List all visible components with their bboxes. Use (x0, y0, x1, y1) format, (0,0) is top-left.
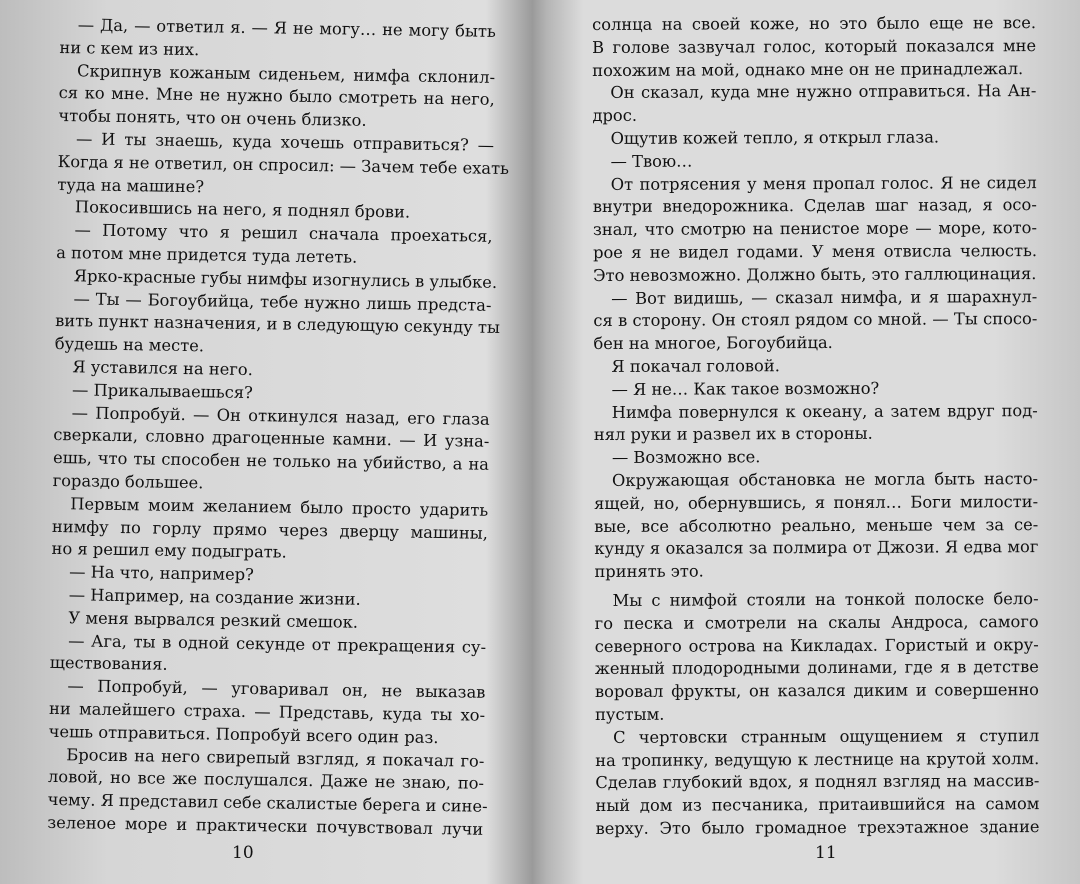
text-line: ни малейшего страха. — Представь, куда ты хо- (48, 698, 486, 725)
text-line: вить пункт назначения, и в следующую секунду ты (55, 311, 501, 338)
text-line: С чертовски странным ощущением я ступил (613, 725, 1040, 747)
text-line: — Вот видишь, — сказал нимфа, и я шарахнул- (611, 286, 1038, 308)
right-page-number: 11 (815, 843, 837, 863)
text-line: гораздо большее. (52, 470, 204, 493)
text-line: У меня вырвался резкий смешок. (68, 607, 359, 632)
text-line: похожим на мой, однако мне он не принадлежал. (592, 58, 1024, 80)
text-line: вые, все абсолютно реально, меньше чем за се- (594, 514, 1039, 536)
left-page-number: 10 (232, 843, 254, 863)
text-line: Мы с нимфой стояли на тонкой полоске бело- (612, 588, 1039, 610)
text-line: — И ты знаешь, куда хочешь отправиться? — (75, 129, 495, 155)
text-line: солнца на своей коже, но это было еще не все. (592, 13, 1037, 34)
text-line: Сделав глубокий вдох, я поднял взгляд на массив- (595, 771, 1040, 793)
text-line: Скрипнув кожаным сиденьем, нимфа склонил- (76, 60, 496, 87)
text-line: ловой, но все же послушался. Даже не знаю, по- (47, 767, 485, 794)
text-line: пустым. (595, 704, 665, 724)
text-line: чешь отправиться. Попробуй всего один раз. (48, 721, 439, 747)
text-line: — Попробуй, — уговаривал он, не выказав (67, 676, 486, 702)
text-line: будешь на месте. (54, 334, 205, 356)
text-line: — Ты — Богоубийца, тебе нужно лишь предста- (73, 288, 492, 315)
text-line: Я уставился на него. (72, 357, 253, 380)
left-page-text (47, 14, 510, 841)
text-line: Первым моим желанием было просто ударить (70, 493, 489, 520)
text-line: — Твою… (610, 151, 693, 171)
text-line: знал, что смотрю на пенистое море — море, кото- (592, 218, 1037, 240)
text-line: принять это. (594, 561, 704, 582)
text-line: ный дом из песчаника, притаившийся на самом (595, 794, 1040, 816)
text-line: дрос. (592, 105, 638, 126)
text-line: нимфу по горлу прямо через дверцу машины, (51, 516, 489, 543)
text-line: Он сказал, куда мне нужно отправиться. На Ан- (610, 81, 1037, 103)
text-line: сверкали, словно драгоценные камни. — И узна- (53, 425, 490, 452)
text-line: — Попробуй. — Он откинулся назад, его глаза (71, 402, 490, 429)
text-line: чтобы понять, что он очень близко. (58, 106, 367, 131)
text-line: Я покачал головой. (611, 356, 780, 376)
text-line: Это невозможно. Должно быть, это галлюцинация. (593, 263, 1037, 285)
text-line: ешь, что ты способен не только на убийство, а на (52, 448, 490, 474)
text-line: — Возможно все. (611, 447, 761, 468)
text-line: зеленое море и практически почувствовал лучи (47, 812, 484, 839)
right-page (540, 0, 1080, 884)
text-line: — Прикалываешься? (71, 379, 253, 402)
text-line: ществования. (49, 653, 168, 675)
text-line: рое я не видел годами. У меня отвисла челюсть. (592, 241, 1038, 262)
text-line: бен на многое, Богоубийца. (593, 333, 833, 354)
text-line: — Ага, ты в одной секунде от прекращения су- (68, 630, 487, 657)
text-line: ни с кем из них. (59, 37, 200, 59)
text-line: ящей, но, обернувшись, я понял… Боги милости- (594, 491, 1039, 513)
text-line: нял руки и развел их в стороны. (593, 424, 873, 445)
text-line: чему. Я представил себе скалистые берега и сине- (47, 789, 488, 816)
text-line: — Например, на создание жизни. (68, 585, 361, 609)
text-line: а потом мне придется туда лететь. (56, 242, 358, 267)
right-page-text (592, 12, 1040, 841)
text-line: Ощутив кожей тепло, я открыл глаза. (610, 127, 940, 148)
text-line: Покосившись на него, я поднял брови. (74, 197, 411, 222)
text-line: Нимфа повернулся к океану, а затем вдруг под- (611, 400, 1038, 422)
text-line: кунду я оказался за полмира от Джози. Я едва мог (594, 537, 1039, 559)
text-line: на тропинку, ведущую к лестнице на крутой холм. (595, 748, 1040, 770)
text-line: — На что, например? (69, 562, 254, 585)
text-line: — Я не… Как такое возможно? (611, 378, 880, 399)
text-line: внутри внедорожника. Сделав шаг назад, я осо- (592, 195, 1037, 217)
text-line: Ярко-красные губы нимфы изогнулись в улыбке. (73, 266, 498, 292)
text-line: женный плодородными долинами, где я в детстве (594, 657, 1039, 679)
text-line: Когда я не ответил, он спросил: — Зачем тебе ехать (57, 151, 510, 178)
text-line: Бросив на него свирепый взгляд, я покачал го- (66, 744, 485, 771)
text-line: туда на машине? (57, 174, 205, 196)
text-line: От потрясения у меня пропал голос. Я не сидел (610, 172, 1037, 194)
text-line: — Потому что я решил сначала проехаться, (74, 220, 493, 246)
text-line: но я решил ему подыграть. (51, 539, 287, 562)
text-line: — Да, — ответил я. — Я не могу… не могу быть (77, 15, 496, 41)
text-line: воровал фрукты, он казался диким и совершенно (594, 680, 1039, 702)
text-line: В голове зазвучал голос, который показался мне (592, 35, 1037, 57)
text-line: ся ко мне. Мне не нужно было смотреть на него, (58, 83, 495, 110)
text-line: ся в сторону. Он стоял рядом со мной. — Ты спосо- (593, 309, 1038, 331)
text-line: го песка и смотрели на скалы Андроса, самого (594, 611, 1039, 633)
text-line: верху. Это было громадное трехэтажное здание (595, 816, 1040, 838)
text-line: северного острова на Кикладах. Гористый и окру- (594, 634, 1039, 656)
text-line: Окружающая обстановка не могла быть насто- (611, 468, 1039, 490)
